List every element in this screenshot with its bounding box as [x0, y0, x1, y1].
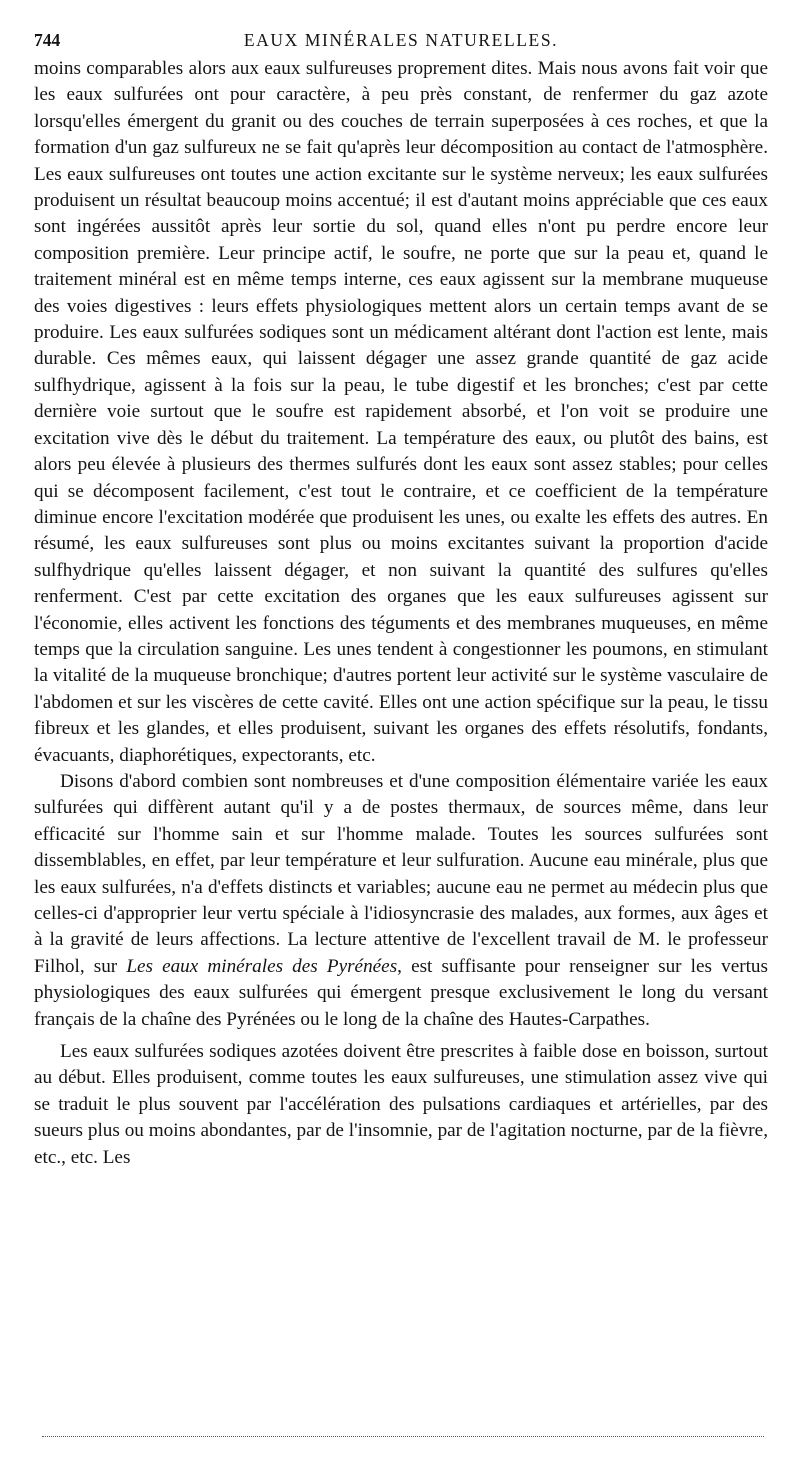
page-number: 744 [34, 30, 61, 50]
paragraph-2-text-end: , est suffisante pour renseigner sur les vertus physiologiques des eaux sulfurées qui émergent presque exclusivement le long du versant français de la chaîne des Pyrénées ou le long de la chaîne des Hautes-Carpathes. [34, 955, 768, 1030]
footer-dotted-rule [42, 1436, 764, 1437]
paragraph-1-text: moins comparables alors aux eaux sulfureuses proprement dites. Mais nous avons fait voir que les eaux sulfurées ont pour caractère, à peu près constant, de renfermer du gaz azote lorsqu'elles émergent du granit ou des couches de terrain superposées à ces roches, et que la formation d'un gaz sulfureux ne se fait qu'après leur décomposition au contact de l'atmosphère. Les eaux sulfureuses ont toutes une action excitante sur le système nerveux; les eaux sulfurées produisent un résultat beaucoup moins accentué; il est d'autant moins appréciable que ces eaux sont ingérées aussitôt après leur sortie du sol, quand elles n'ont pu perdre encore leur composition première. Leur principe actif, le soufre, ne porte que sur la peau et, quand le traitement minéral est en même temps interne, ces eaux agissent sur la membrane muqueuse des voies digestives : leurs effets physiologiques mettent alors un certain temps avant de se produire. Les eaux sulfurées sodiques sont un médicament altérant dont l'action est lente, mais durable. Ces mêmes eaux, qui laissent dégager une assez grande quantité de gaz acide sulfhydrique, agissent à la fois sur la peau, le tube digestif et les bronches; c'est par cette dernière voie surtout que le soufre est rapidement absorbé, et l'on voit se produire une excitation vive dès le début du traitement. La température des eaux, ou plutôt des bains, est alors peu élevée à plusieurs des thermes sulfurés dont les eaux sont assez stables; pour celles qui se décomposent facilement, c'est tout le contraire, et ce coefficient de la température diminue encore l'excitation modérée que produisent les unes, ou exalte les effets des autres. En résumé, les eaux sulfureuses sont plus ou moins excitantes suivant la proportion d'acide sulfhydrique qu'elles laissent dégager, et non suivant la quantité des sulfures qu'elles renferment. C'est par cette excitation des organes que les eaux sulfureuses agissent sur l'économie, elles activent les fonctions des téguments et des membranes muqueuses, en même temps que la circulation sanguine. Les unes tendent à congestionner les poumons, en stimulant la vitalité de la muqueuse bronchique; d'autres portent leur activité sur le système vasculaire de l'abdomen et sur les viscères de cette cavité. Elles ont une action spécifique sur la peau, le tissu fibreux et les glandes, et elles produisent, suivant les organes des effets résolutifs, fondants, évacuants, diaphorétiques, expectorants, etc. [34, 58, 768, 766]
paragraph-2-text: Disons d'abord combien sont nombreuses et d'une composition élémentaire variée les eaux sulfurées qui diffèrent autant qu'il y a de postes thermaux, de sources même, dans leur efficacité sur l'homme sain et sur l'homme malade. Toutes les sources sulfurées sont dissemblables, en effet, par leur température et leur sulfuration. Aucune eau minérale, plus que les eaux sulfurées, n'a d'effets distincts et variables; aucune eau ne permet au médecin plus que celles-ci d'approprier leur vertu spéciale à l'idiosyncrasie des malades, aux formes, aux âges et à la gravité de leurs affections. La lecture attentive de l'excellent travail de M. le professeur Filhol, sur [34, 770, 768, 977]
page-header [34, 28, 768, 56]
paragraph-3 [34, 1039, 768, 1171]
paragraph-2 [34, 769, 768, 1033]
cited-work-title: Les eaux minérales des Pyrénées [126, 955, 398, 977]
body-text [34, 56, 768, 1171]
running-title: EAUX MINÉRALES NATURELLES. [243, 30, 559, 50]
paragraph-3-text: Les eaux sulfurées sodiques azotées doivent être prescrites à faible dose en boisson, surtout au début. Elles produisent, comme toutes les eaux sulfureuses, une stimulation assez vive qui se traduit le plus souvent par l'accélération des pulsations cardiaques et artérielles, par des sueurs plus ou moins abondantes, par de l'insomnie, par de l'agitation nocturne, par de la fièvre, etc., etc. Les [34, 1041, 768, 1168]
book-page [34, 28, 768, 1171]
paragraph-1 [34, 56, 768, 769]
